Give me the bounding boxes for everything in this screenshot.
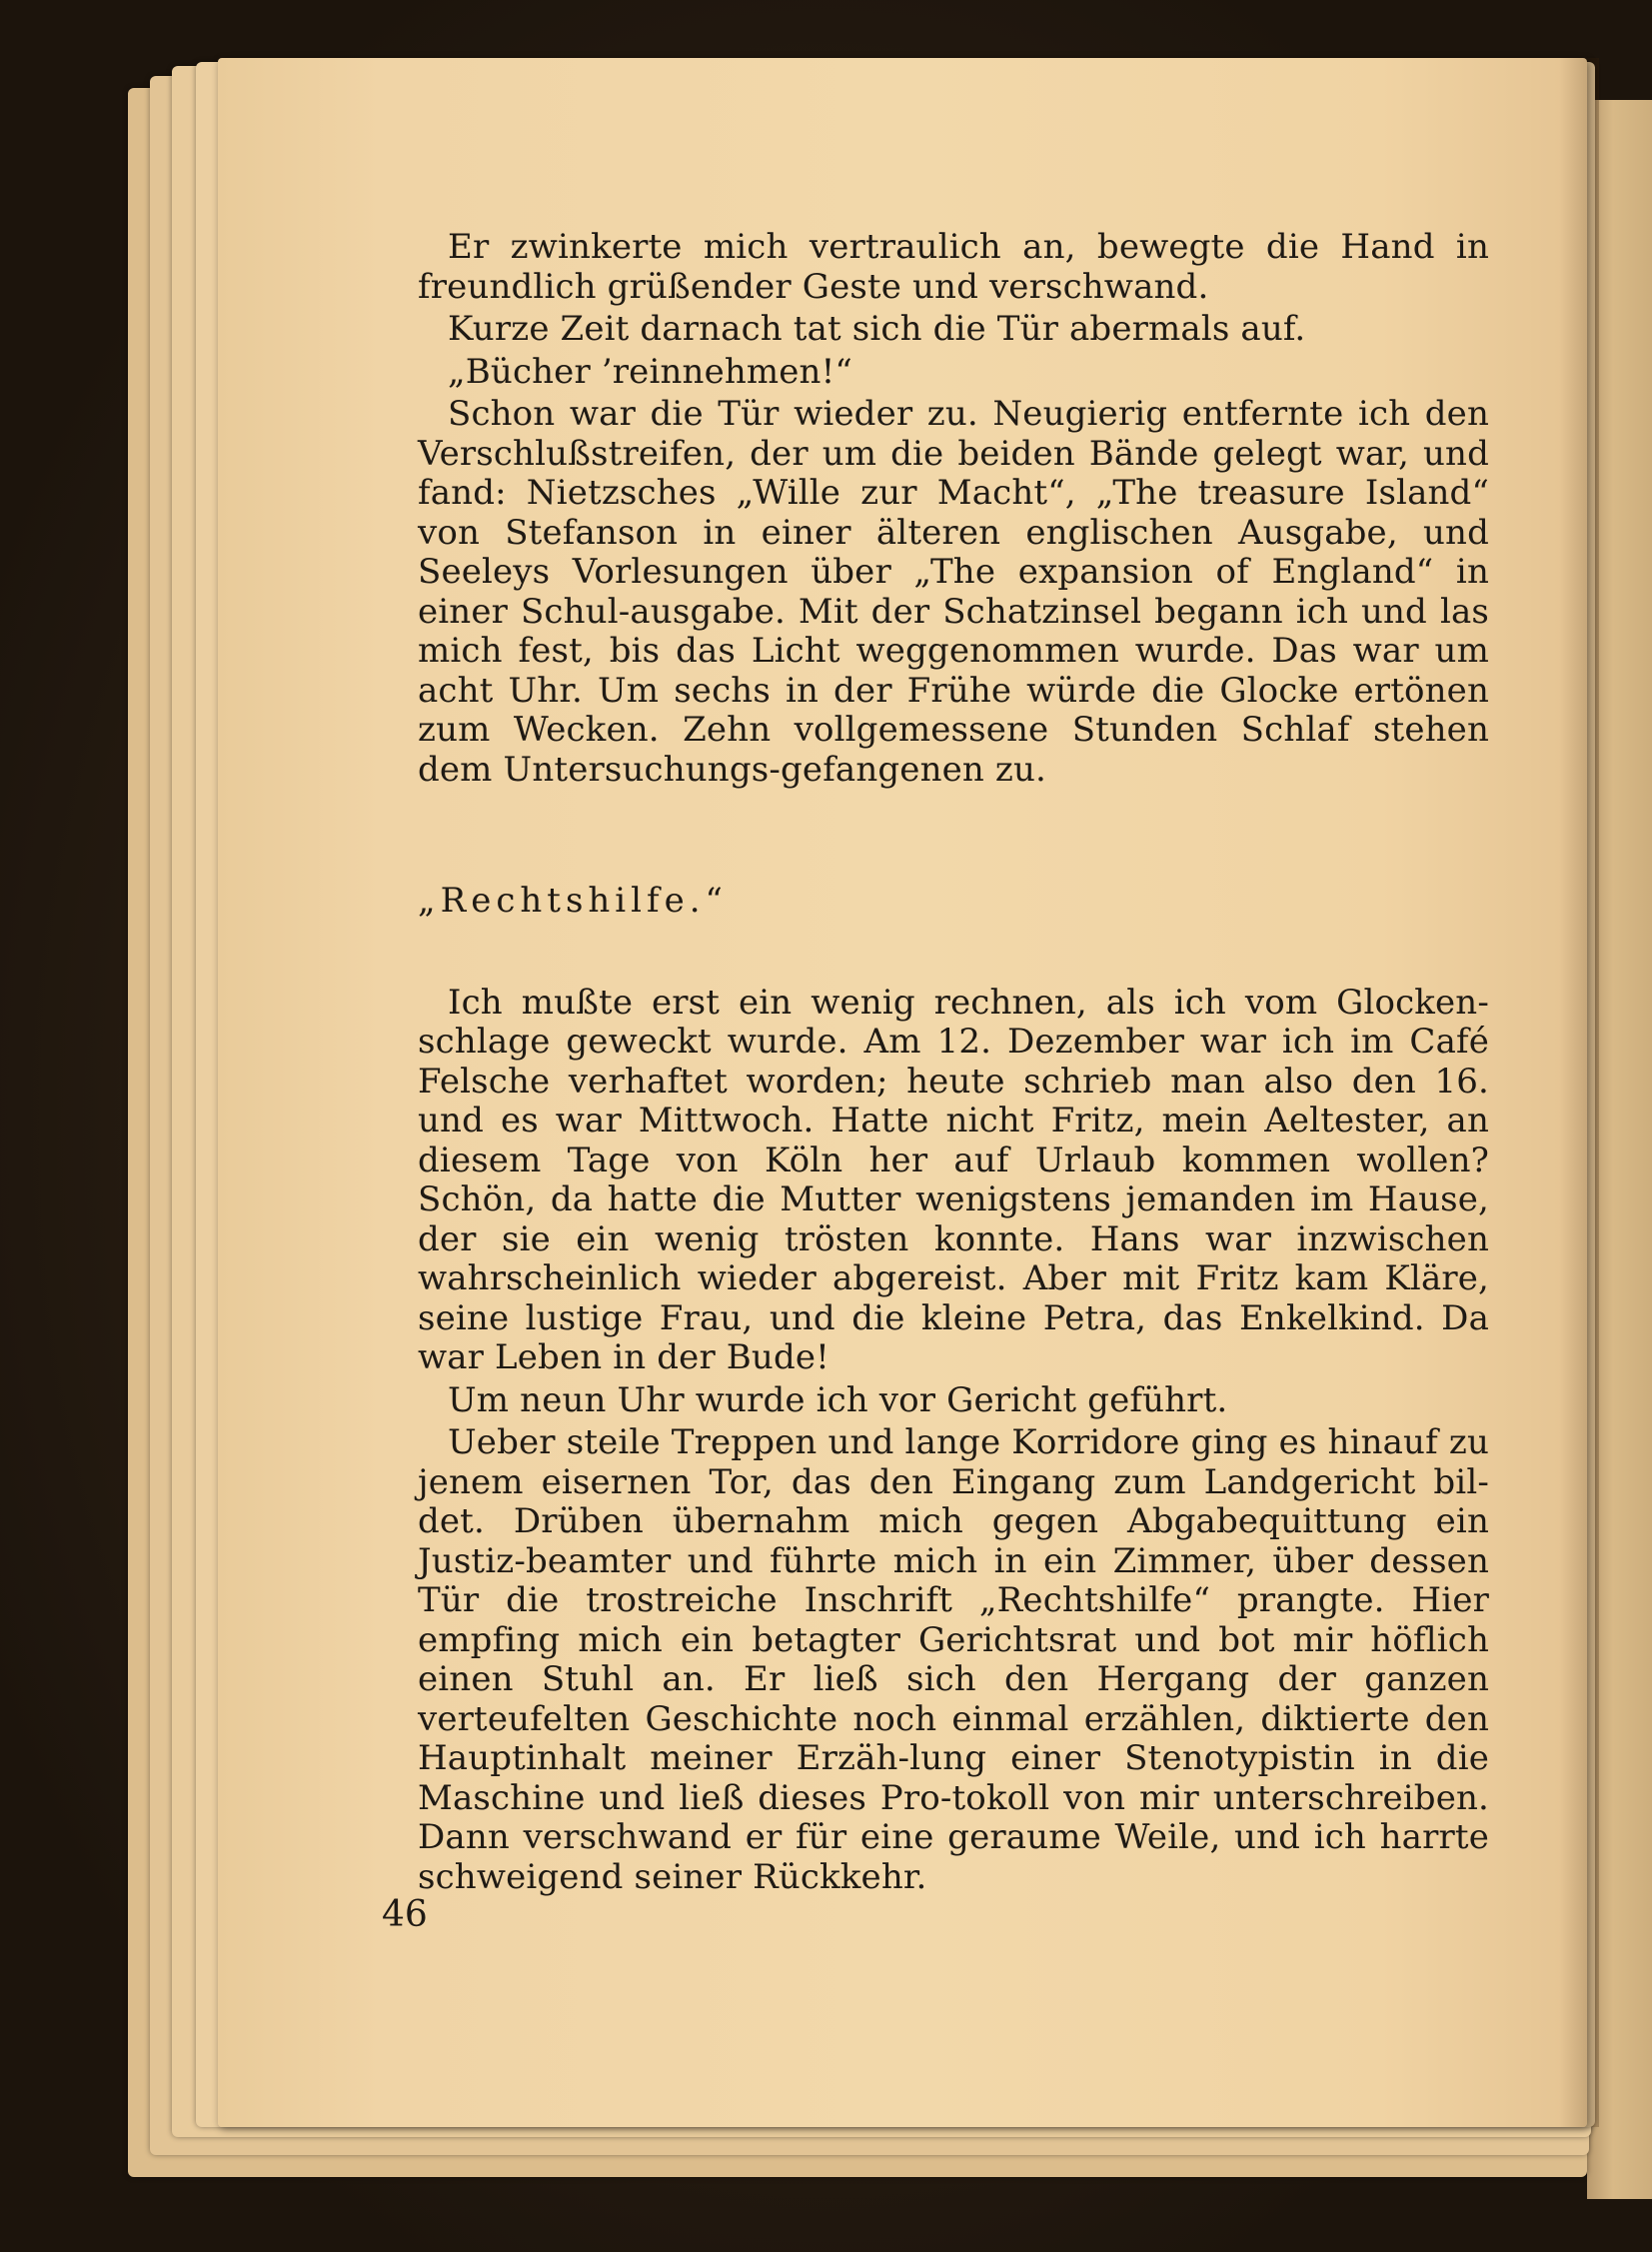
paragraph: Schon war die Tür wieder zu. Neugierig entfernte ich den Verschlußstreifen, der um die beiden Bände gelegt war, und fand: Nietzsches „Wille zur Macht“, „The treasure Island“ von Stefanson in einer älteren englischen Ausgabe, und Seeleys Vorlesungen über „The expansion of England“ in einer Schul-ausgabe. Mit der Schatzinsel begann ich und las mich fest, bis das Licht weggenommen wurde. Das war um acht Uhr. Um sechs in der Frühe würde die Glocke ertönen zum Wecken. Zehn vollgemessene Stunden Schlaf stehen dem Untersuchungs-gefangenen zu.	[418, 394, 1489, 790]
paragraph: Ich mußte erst ein wenig rechnen, als ich vom Glocken-schlage geweckt wurde. Am 12. Dezember war ich im Café Felsche verhaftet worden; heute schrieb man also den 16. und es war Mittwoch. Hatte nicht Fritz, mein Aeltester, an diesem Tage von Köln her auf Urlaub kommen wollen? Schön, da hatte die Mutter wenigstens jemanden im Hause, der sie ein wenig trösten konnte. Hans war inzwischen wahrscheinlich wieder abgereist. Aber mit Fritz kam Kläre, seine lustige Frau, und die kleine Petra, das Enkelkind. Da war Leben in der Bude!	[418, 982, 1489, 1377]
paragraph: Er zwinkerte mich vertraulich an, bewegte die Hand in freundlich grüßender Geste und verschwand.	[418, 227, 1489, 307]
paragraph: Um neun Uhr wurde ich vor Gericht geführt.	[448, 1379, 1228, 1420]
page-number: 46	[382, 1894, 428, 1935]
paragraph: Ueber steile Treppen und lange Korridore ging es hinauf zu jenem eisernen Tor, das den Eingang zum Landgericht bil-det. Drüben übernahm mich gegen Abgabequittung ein Justiz-beamter und führte mich in ein Zimmer, über dessen Tür die trostreiche Inschrift „Rechtshilfe“ prangte. Hier empfing mich ein betagter Gerichtsrat und bot mir höflich einen Stuhl an. Er ließ sich den Hergang der ganzen verteufelten Geschichte noch einmal erzählen, diktierte den Hauptinhalt meiner Erzäh-lung einer Stenotypistin in die Maschine und ließ dieses Pro-tokoll von mir unterschreiben. Dann verschwand er für eine geraume Weile, und ich harrte schweigend seiner Rückkehr.	[418, 1422, 1489, 1897]
paragraph: Kurze Zeit darnach tat sich die Tür abermals auf.	[448, 309, 1306, 349]
gutter-shadow	[1559, 58, 1599, 2127]
paragraph: „Bücher ’reinnehmen!“	[448, 351, 852, 392]
page-text	[418, 228, 1489, 1900]
section-heading: „Rechtshilfe.“	[418, 881, 728, 921]
